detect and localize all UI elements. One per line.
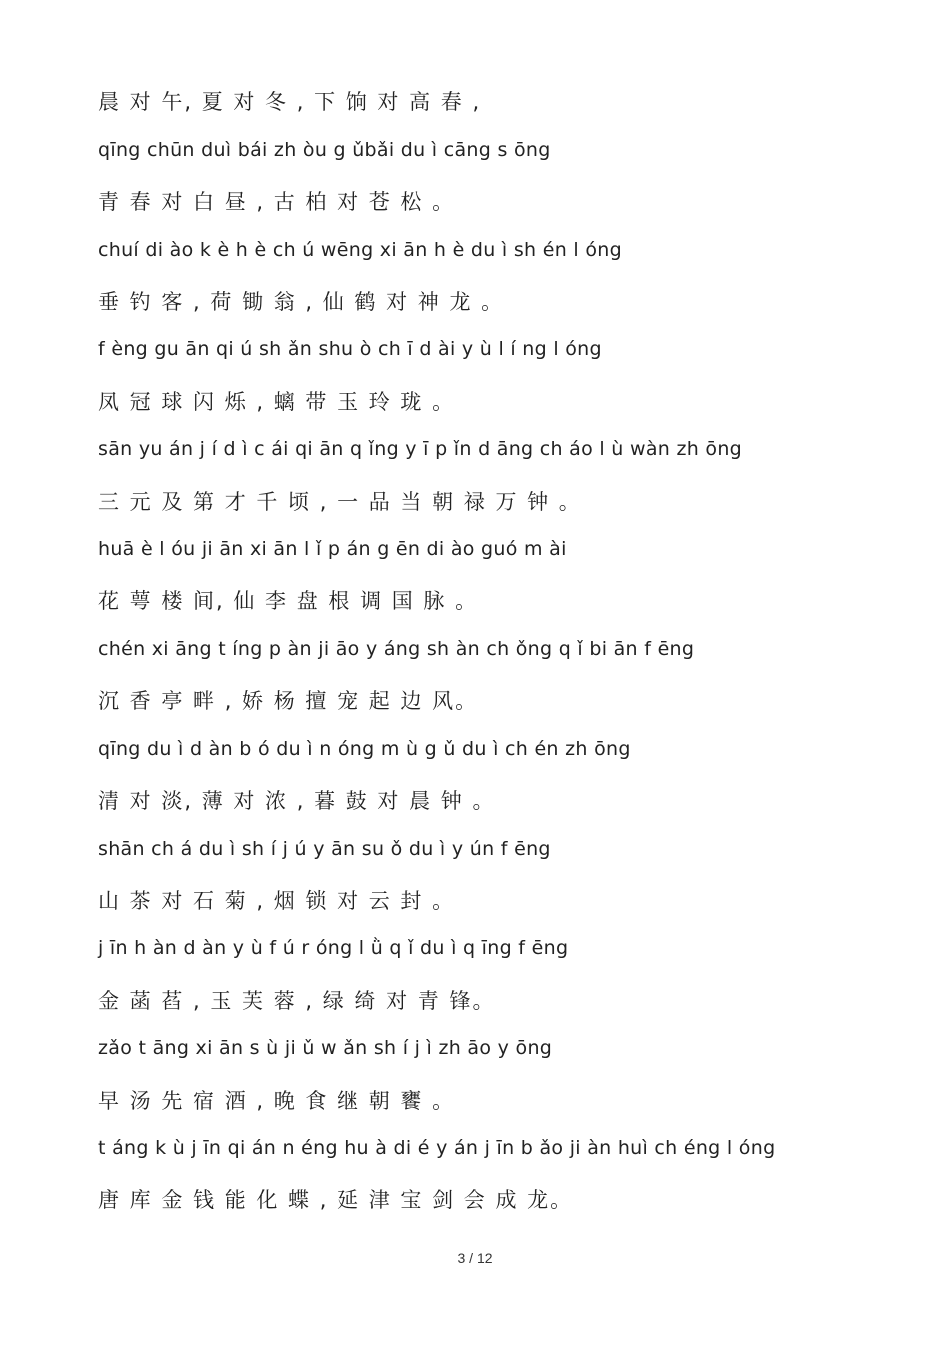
pinyin-line: chuí di ào k è h è ch ú wēng xi ān h è du ì sh én l óng	[98, 239, 622, 261]
hanzi-line: 金 菡 萏 , 玉 芙 蓉 , 绿 绮 对 青 锋。	[98, 989, 496, 1013]
pinyin-line: j īn h àn d àn y ù f ú r óng l ǜ q ǐ du ì q īng f ēng	[98, 937, 569, 959]
hanzi-line: 凤 冠 球 闪 烁 , 螭 带 玉 玲 珑 。	[98, 390, 456, 414]
hanzi-line: 沉 香 亭 畔 , 娇 杨 擅 宠 起 边 风。	[98, 689, 479, 713]
pinyin-line: qīng chūn duì bái zh òu g ǔbǎi du ì cāng s ōng	[98, 139, 551, 161]
pinyin-line: f èng gu ān qi ú sh ǎn shu ò ch ī d ài y ù l í ng l óng	[98, 338, 602, 360]
pinyin-line: sān yu án j í d ì c ái qi ān q ǐng y ī p ǐn d āng ch áo l ù wàn zh ōng	[98, 438, 743, 460]
hanzi-line: 花 萼 楼 间, 仙 李 盘 根 调 国 脉 。	[98, 589, 479, 613]
hanzi-line: 三 元 及 第 才 千 顷 , 一 品 当 朝 禄 万 钟 。	[98, 490, 582, 514]
pinyin-line: t áng k ù j īn qi án n éng hu à di é y án j īn b ǎo ji àn huì ch éng l óng	[98, 1137, 776, 1159]
pinyin-line: qīng du ì d àn b ó du ì n óng m ù g ǔ du ì ch én zh ōng	[98, 738, 631, 760]
pinyin-line: chén xi āng t íng p àn ji āo y áng sh àn ch ǒng q ǐ bi ān f ēng	[98, 638, 695, 660]
pinyin-line: shān ch á du ì sh í j ú y ān su ǒ du ì y ún f ēng	[98, 838, 551, 860]
pinyin-line: huā è l óu ji ān xi ān l ǐ p án g ēn di ào guó m ài	[98, 538, 567, 560]
hanzi-line: 垂 钓 客 , 荷 锄 翁 , 仙 鹤 对 神 龙 。	[98, 290, 505, 314]
hanzi-line: 清 对 淡, 薄 对 浓 , 暮 鼓 对 晨 钟 。	[98, 789, 496, 813]
hanzi-line: 晨 对 午, 夏 对 冬 , 下 饷 对 高 春 ,	[98, 90, 482, 114]
hanzi-line: 唐 库 金 钱 能 化 蝶 , 延 津 宝 剑 会 成 龙。	[98, 1188, 574, 1212]
hanzi-line: 山 茶 对 石 菊 , 烟 锁 对 云 封 。	[98, 889, 456, 913]
page-number: 3 / 12	[457, 1250, 493, 1266]
pinyin-line: zǎo t āng xi ān s ù ji ǔ w ǎn sh í j ì zh āo y ōng	[98, 1037, 553, 1059]
hanzi-line: 早 汤 先 宿 酒 , 晚 食 继 朝 饔 。	[98, 1089, 456, 1113]
hanzi-line: 青 春 对 白 昼 , 古 柏 对 苍 松 。	[98, 190, 456, 214]
